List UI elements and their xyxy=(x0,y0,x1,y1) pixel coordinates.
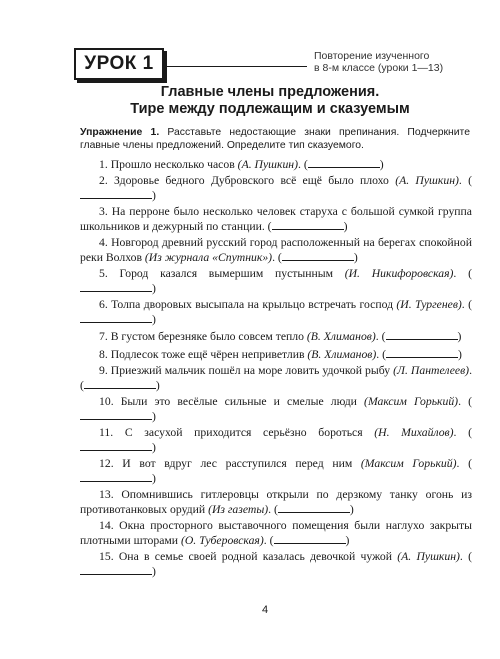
item-source: (В. Хлиманов) xyxy=(306,330,376,344)
item-text: На перроне было несколько человек старуха с большой сумкой группа школьников и дежурный по станции. ( xyxy=(80,205,472,233)
exercise-instructions xyxy=(80,127,470,152)
item-after: . ( xyxy=(376,347,387,361)
exercise-item-12 xyxy=(80,457,472,485)
item-text: Окна просторного выставочного помещения были наглухо закрыты плотными шторами xyxy=(80,519,472,547)
item-number: 7. xyxy=(99,330,108,344)
answer-blank[interactable] xyxy=(80,188,152,199)
exercise-label: Упражнение 1. xyxy=(80,127,160,138)
item-after: . ( xyxy=(263,533,274,547)
item-number: 3. xyxy=(99,205,108,219)
title-line2: Тире между подлежащим и сказуемым xyxy=(130,101,410,117)
exercise-item-13 xyxy=(80,488,472,516)
item-text: Опомнившись гитлеровцы открыли по дерзкому танку огонь из противотанковых орудий xyxy=(80,488,472,516)
item-end: ) xyxy=(152,281,156,295)
item-after: . ( xyxy=(80,364,472,392)
item-text: Город казался вымершим пустынным xyxy=(107,267,345,281)
answer-blank[interactable] xyxy=(80,564,152,575)
item-after: . ( xyxy=(458,395,472,409)
item-after: . ( xyxy=(459,550,472,563)
title-line1: Главные члены предложения. xyxy=(160,84,380,100)
exercise-text: Расставьте недостающие знаки препинания. Подчеркните главные члены предложений. Определите тип сказуемого. xyxy=(80,127,470,151)
exercise-item-15 xyxy=(80,550,472,578)
item-text: Здоровье бедного Дубровского всё ещё было плохо xyxy=(107,174,396,188)
exercise-item-8 xyxy=(80,347,472,362)
answer-blank[interactable] xyxy=(80,471,152,482)
item-number: 1. xyxy=(99,158,108,171)
item-end: ) xyxy=(458,347,462,361)
item-source: (О. Туберовская) xyxy=(180,533,264,547)
exercise-item-5 xyxy=(80,267,472,295)
exercise-item-11 xyxy=(80,426,472,454)
answer-blank[interactable] xyxy=(308,157,380,168)
item-number: 6. xyxy=(99,298,108,312)
item-source: (Из журнала «Спутник») xyxy=(144,250,273,264)
item-number: 14. xyxy=(99,519,114,533)
answer-blank[interactable] xyxy=(278,502,350,513)
item-number: 13. xyxy=(99,488,114,502)
answer-blank[interactable] xyxy=(80,440,152,451)
item-number: 10. xyxy=(99,395,114,409)
item-number: 15. xyxy=(99,550,114,563)
header-rule xyxy=(166,66,307,67)
item-end: ) xyxy=(152,188,156,202)
item-end: ) xyxy=(152,312,156,326)
item-text: Были это весёлые сильные и смелые люди xyxy=(113,395,365,409)
item-text: В густом березняке было совсем тепло xyxy=(107,330,307,344)
item-text: Подлесок тоже ещё чёрен неприветлив xyxy=(107,347,308,361)
item-after: . ( xyxy=(272,250,282,264)
item-end: ) xyxy=(155,378,160,392)
item-end: ) xyxy=(152,440,156,454)
item-source: (Максим Горький) xyxy=(360,457,457,471)
page-number: 4 xyxy=(261,604,269,616)
section-note-line1: Повторение изученного xyxy=(314,50,430,62)
exercise-item-14 xyxy=(80,519,472,547)
item-after: . ( xyxy=(453,267,472,281)
item-end: ) xyxy=(152,471,156,485)
item-source: (Максим Горький) xyxy=(364,395,459,409)
item-end: ) xyxy=(457,330,462,344)
exercise-items xyxy=(80,157,472,581)
section-note-line2: в 8-м классе (уроки 1—13) xyxy=(314,62,444,74)
item-text: Приезжий мальчик пошёл на море ловить удочкой рыбу xyxy=(107,364,394,378)
answer-blank[interactable] xyxy=(282,250,354,261)
exercise-item-2 xyxy=(80,174,472,202)
item-number: 4. xyxy=(99,236,108,250)
item-source: (И. Тургенев) xyxy=(396,298,462,312)
item-number: 5. xyxy=(99,267,108,281)
answer-blank[interactable] xyxy=(80,409,152,420)
item-after: . ( xyxy=(456,457,472,471)
item-text: Новгород древний русский город расположенный на берегах спокойной реки Волхов xyxy=(80,236,472,264)
page-title xyxy=(70,84,470,118)
item-text: И вот вдруг лес расступился перед ним xyxy=(113,457,361,471)
answer-blank[interactable] xyxy=(80,281,152,292)
item-source: (В. Хлиманов) xyxy=(307,347,377,361)
item-number: 9. xyxy=(99,364,108,378)
item-end: ) xyxy=(343,219,348,233)
item-after: . ( xyxy=(453,426,472,440)
item-number: 2. xyxy=(99,174,108,188)
answer-blank[interactable] xyxy=(80,312,152,323)
item-text: Она в семье своей родной казалась девочкой чужой xyxy=(113,550,398,563)
item-number: 11. xyxy=(99,426,114,440)
item-source: (Л. Пантелеев) xyxy=(393,364,470,378)
item-number: 8. xyxy=(99,347,108,361)
item-after: . ( xyxy=(268,502,278,516)
item-end: ) xyxy=(152,409,156,423)
item-end: ) xyxy=(379,158,384,171)
item-end: ) xyxy=(345,533,350,547)
answer-blank[interactable] xyxy=(272,219,344,230)
answer-blank[interactable] xyxy=(386,329,458,340)
exercise-item-3 xyxy=(80,205,472,233)
lesson-badge: УРОК 1 xyxy=(74,48,164,80)
item-text: Толпа дворовых высыпала на крыльцо встречать господ xyxy=(107,298,397,312)
answer-blank[interactable] xyxy=(386,347,458,358)
item-after: . ( xyxy=(375,330,386,344)
exercise-item-7 xyxy=(80,329,472,344)
item-source: (И. Никифоровская) xyxy=(344,267,454,281)
item-source: (А. Пушкин) xyxy=(395,174,459,188)
exercise-item-10 xyxy=(80,395,472,423)
item-end: ) xyxy=(353,250,358,264)
item-after: . ( xyxy=(461,298,472,312)
item-end: ) xyxy=(349,502,354,516)
item-after: . ( xyxy=(458,174,472,188)
section-note xyxy=(314,50,474,74)
answer-blank[interactable] xyxy=(274,533,346,544)
exercise-item-9 xyxy=(80,364,472,392)
item-after: . ( xyxy=(298,158,308,171)
answer-blank[interactable] xyxy=(84,378,156,389)
item-text: С засухой приходится серьёзно бороться xyxy=(113,426,375,440)
item-source: (А. Пушкин) xyxy=(237,158,298,171)
item-source: (А. Пушкин) xyxy=(397,550,460,563)
item-source: (Н. Михайлов) xyxy=(374,426,454,440)
exercise-item-1 xyxy=(80,157,472,172)
item-number: 12. xyxy=(99,457,114,471)
exercise-item-4 xyxy=(80,236,472,264)
item-end: ) xyxy=(152,564,156,578)
exercise-item-6 xyxy=(80,298,472,326)
item-source: (Из газеты) xyxy=(208,502,269,516)
item-text: Прошло несколько часов xyxy=(107,158,238,171)
